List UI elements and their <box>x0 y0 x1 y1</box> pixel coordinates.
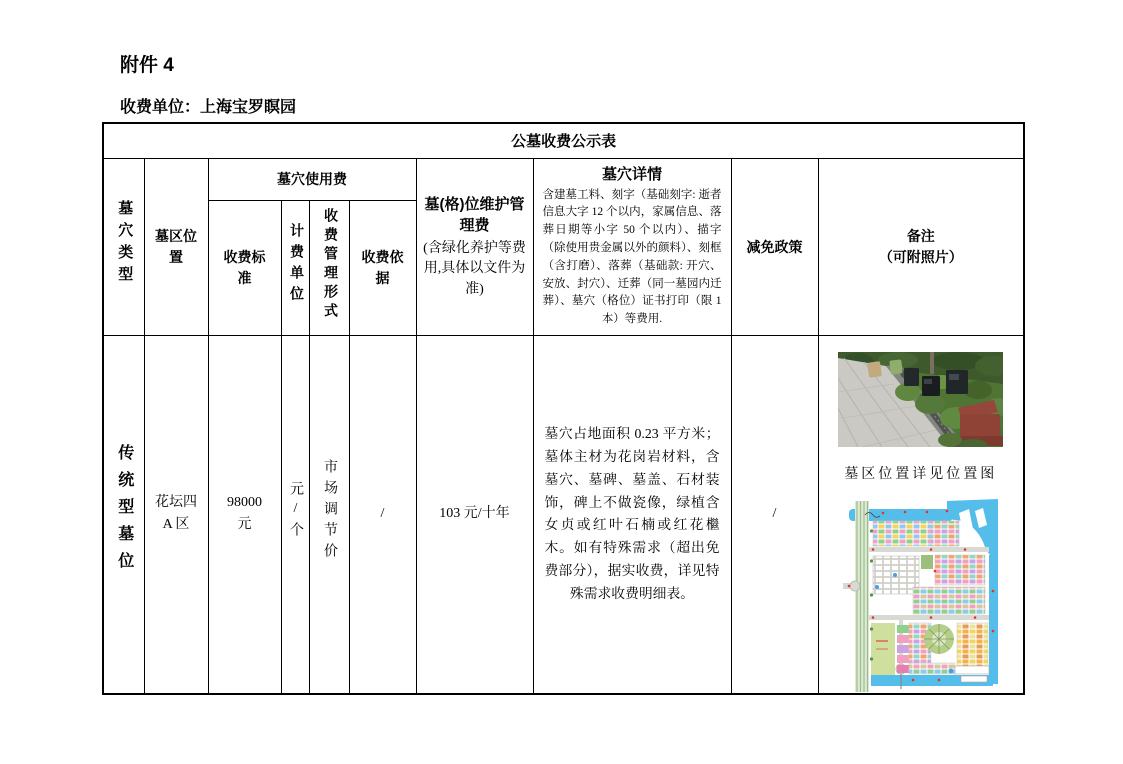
charging-unit-label: 收费单位：上海宝罗瞑园 <box>120 99 297 116</box>
attachment-label: 附件 4 <box>120 55 174 76</box>
header-grave-detail <box>533 158 731 336</box>
remark-content <box>819 336 1024 692</box>
header-area-location <box>144 158 208 336</box>
header-usage-fee-group: 墓穴使用费 <box>208 158 416 200</box>
header-discount-policy: 减免政策 <box>731 158 818 336</box>
table-title-row <box>103 123 1024 158</box>
header-grave-type <box>103 158 144 336</box>
cell-grave-detail <box>533 336 731 694</box>
grave-type-value: 传统型墓位 <box>115 444 133 580</box>
cemetery-photo-image <box>838 352 1003 447</box>
header-management-form-label: 收费管理形式 <box>322 208 337 323</box>
header-grave-type-label: 墓穴类型 <box>116 200 133 289</box>
header-management-form <box>309 200 349 335</box>
cell-fee-basis: / <box>349 336 416 694</box>
header-remark-line1: 备注 <box>906 228 935 245</box>
header-grave-detail-note: 含建墓工料、刻字（基础刻字: 逝者信息大字 12 个以内，家属信息、落葬日期等小字 50 个以内）、描字（除使用贵金属以外的颜料）、刻框（含打磨）、落葬（基础款: 开穴、安放、封穴）、迁葬（同一墓园内迁葬）、墓穴（格位）证书打印（限 1 本）等费用. <box>542 188 722 326</box>
grave-detail-text: 墓穴占地面积 0.23 平方米；墓体主材为花岗岩材料，含墓穴、墓碑、墓盖、石材装饰，碑上不做瓷像，绿植含女贞或红叶石楠或红花檵木。如有特殊需求（超出免费部分），据实收费，详见特殊需求收费明细表。 <box>544 426 720 601</box>
cell-fee-standard <box>208 336 281 694</box>
fee-standard-line1: 98000 <box>227 494 262 510</box>
fee-standard-line2: 元 <box>237 517 252 533</box>
cell-billing-unit <box>281 336 309 694</box>
header-billing-unit <box>281 200 309 335</box>
area-location-line1: 花坛四 <box>155 494 197 510</box>
header-grave-detail-title: 墓穴详情 <box>601 165 662 183</box>
header-fee-basis <box>349 200 416 335</box>
header-fee-standard-label: 收费标准 <box>223 248 266 286</box>
header-remark-line2: （可附照片） <box>878 248 963 265</box>
header-row-1 <box>103 158 1024 200</box>
header-maintenance-fee-note: (含绿化养护等费用,具体以文件为准) <box>423 241 526 297</box>
cell-remark <box>818 336 1024 694</box>
cell-grave-type <box>103 336 144 694</box>
area-location-line2: A 区 <box>162 517 190 533</box>
header-maintenance-fee <box>416 158 533 336</box>
billing-unit-value: 元/个 <box>288 481 303 543</box>
cell-management-form <box>309 336 349 694</box>
header-remark <box>818 158 1024 336</box>
header-billing-unit-label: 计费单位 <box>288 223 303 308</box>
remark-caption: 墓区位置详见位置图 <box>844 467 998 483</box>
management-form-value: 市场调节价 <box>322 459 337 565</box>
cell-maintenance-fee: 103 元/十年 <box>416 336 533 694</box>
table-row <box>103 336 1024 694</box>
header-area-location-label: 墓区位置 <box>155 227 197 265</box>
header-maintenance-fee-title: 墓(格)位维护管理费 <box>424 195 525 235</box>
cemetery-location-map-image <box>843 499 998 692</box>
cell-discount-policy: / <box>731 336 818 694</box>
header-fee-standard <box>208 200 281 335</box>
table-title: 公墓收费公示表 <box>103 123 1024 158</box>
header-fee-basis-label: 收费依据 <box>361 248 404 286</box>
cell-area-location <box>144 336 208 694</box>
cemetery-fee-table <box>102 122 1025 695</box>
